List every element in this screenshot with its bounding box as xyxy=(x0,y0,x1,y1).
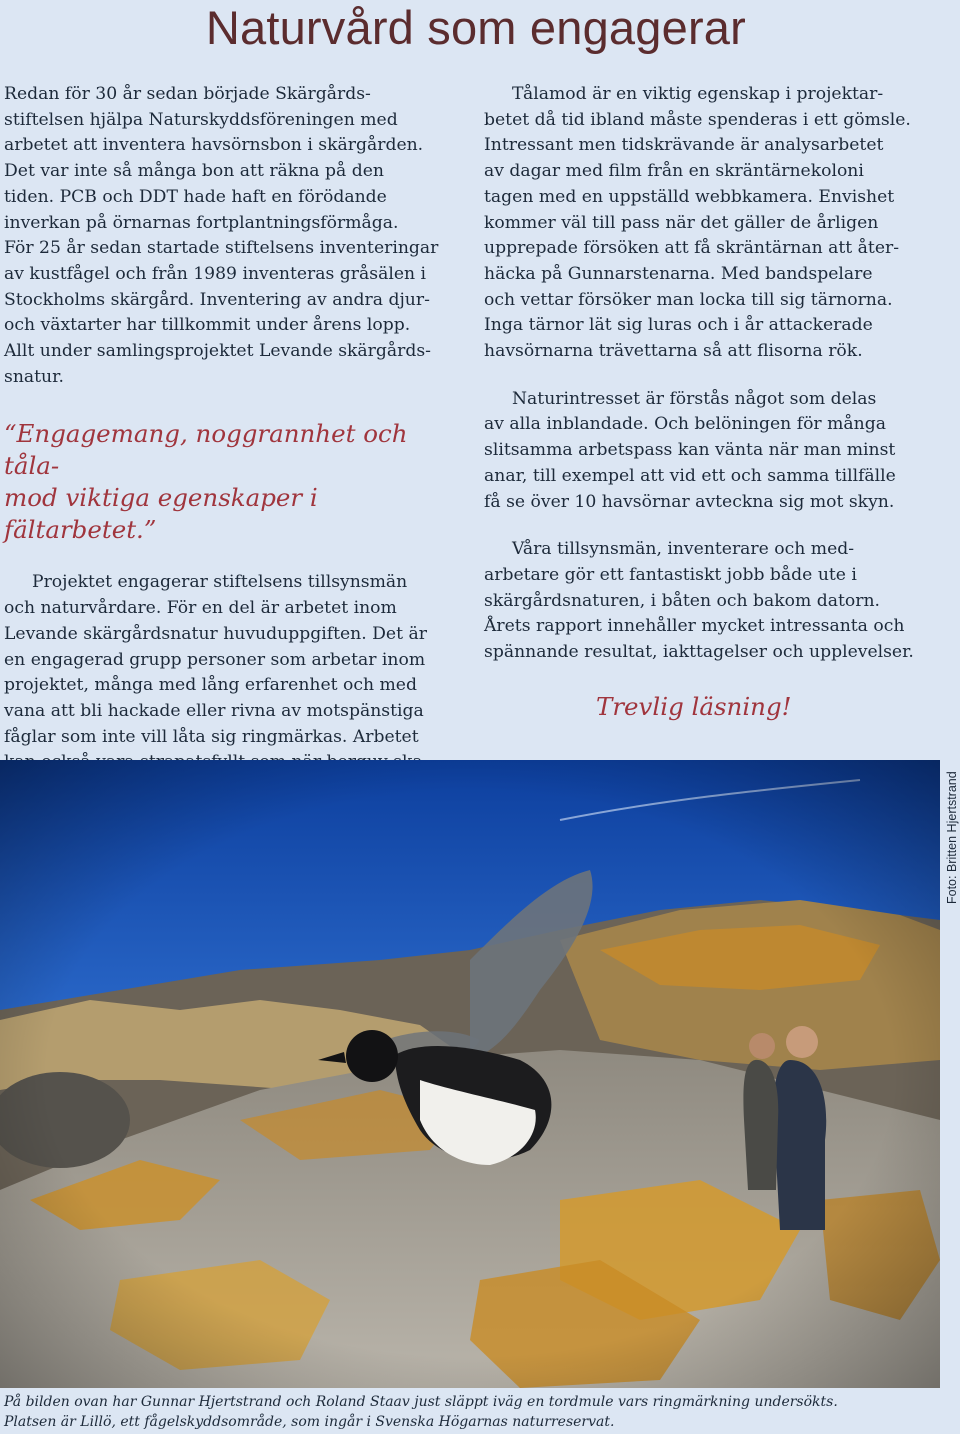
photo-credit-text: Foto: Britten Hjertstrand xyxy=(945,771,959,904)
text-line: Levande skärgårdsnatur huvuduppgiften. Det är xyxy=(4,623,427,644)
page-title: Naturvård som engagerar xyxy=(205,1,746,54)
intro-paragraph xyxy=(4,82,460,390)
text-line: För 25 år sedan startade stiftelsens inventeringar xyxy=(4,238,439,259)
text-line: Naturintresset är förstås något som delas xyxy=(512,388,877,409)
text-line: skärgårdsnaturen, i båten och bakom datorn. xyxy=(484,590,881,611)
text-line: av kustfågel och från 1989 inventeras gråsälen i xyxy=(4,263,427,284)
text-line: anar, till exempel att vid ett och samma tillfälle xyxy=(484,465,896,486)
text-line: fåglar som inte vill låta sig ringmärkas. Arbetet xyxy=(4,726,419,747)
text-line: en engagerad grupp personer som arbetar inom xyxy=(4,649,426,670)
photo-credit xyxy=(944,762,960,904)
text-line: inverkan på örnarnas fortplantningsförmåga. xyxy=(4,212,399,233)
sign-off: Trevlig läsning! xyxy=(596,691,792,721)
caption-line: Platsen är Lillö, ett fågelskyddsområde, som ingår i Svenska Högarnas naturreservat. xyxy=(4,1414,615,1430)
text-line: Årets rapport innehåller mycket intressanta och xyxy=(484,616,905,637)
text-line: Intressant men tidskrävande är analysarbetet xyxy=(484,135,884,156)
text-line: vana att bli hackade eller rivna av motspänstiga xyxy=(4,700,424,721)
text-line: arbetet att inventera havsörnsbon i skärgården. xyxy=(4,135,424,156)
text-line: Stockholms skärgård. Inventering av andra djur- xyxy=(4,289,430,310)
staff-paragraph xyxy=(484,537,944,666)
text-line: och naturvårdare. För en del är arbetet inom xyxy=(4,598,397,619)
text-line: havsörnarna trävettarna så att flisorna rök. xyxy=(484,341,863,362)
nature-interest-paragraph xyxy=(484,387,944,516)
text-line: projektet, många med lång erfarenhet och med xyxy=(4,675,417,696)
text-line: och vettar försöker man locka till sig tärnorna. xyxy=(484,289,893,310)
photo-razorbill-release xyxy=(0,760,940,1388)
text-line: häcka på Gunnarstenarna. Med bandspelare xyxy=(484,263,873,284)
quote-line: mod viktiga egenskaper i fältarbetet.” xyxy=(4,483,318,545)
text-line: Allt under samlingsprojektet Levande skärgårds- xyxy=(4,341,431,362)
text-line: få se över 10 havsörnar avteckna sig mot skyn. xyxy=(484,491,895,512)
text-line: slitsamma arbetspass kan vänta när man minst xyxy=(484,440,896,461)
caption-line: På bilden ovan har Gunnar Hjertstrand och Roland Staav just släppt iväg en tordmule vars ringmärkning undersökts. xyxy=(4,1394,838,1410)
photo-caption xyxy=(4,1392,934,1432)
right-column xyxy=(484,82,944,722)
text-line: spännande resultat, iakttagelser och upplevelser. xyxy=(484,642,914,663)
quote-line: “Engagemang, noggrannhet och tåla- xyxy=(4,419,408,481)
text-line: Inga tärnor lät sig luras och i år attackerade xyxy=(484,315,873,336)
text-line: arbetare gör ett fantastiskt jobb både ute i xyxy=(484,564,857,585)
text-line: upprepade försöken att få skräntärnan att åter- xyxy=(484,238,900,259)
text-line: och växtarter har tillkommit under årens lopp. xyxy=(4,315,411,336)
text-line: tagen med en uppställd webbkamera. Envishet xyxy=(484,186,895,207)
text-line: av alla inblandade. Och belöningen för många xyxy=(484,414,886,435)
text-line: av dagar med film från en skräntärnekoloni xyxy=(484,161,864,182)
text-line: stiftelsen hjälpa Naturskyddsföreningen med xyxy=(4,109,398,130)
text-line: Projektet engagerar stiftelsens tillsynsmän xyxy=(32,572,408,593)
text-line: snatur. xyxy=(4,366,64,387)
patience-paragraph xyxy=(484,82,944,365)
text-line: Redan för 30 år sedan började Skärgårds- xyxy=(4,84,371,104)
text-line: Det var inte så många bon att räkna på den xyxy=(4,161,384,182)
text-line: Tålamod är en viktig egenskap i projektar- xyxy=(512,84,884,104)
text-line: betet då tid ibland måste spenderas i ett gömsle. xyxy=(484,109,911,130)
text-line: kommer väl till pass när det gäller de årligen xyxy=(484,212,879,233)
left-column xyxy=(4,82,460,827)
pull-quote xyxy=(4,418,460,546)
text-line: tiden. PCB och DDT hade haft en förödande xyxy=(4,186,387,207)
text-line: Våra tillsynsmän, inventerare och med- xyxy=(512,539,855,560)
